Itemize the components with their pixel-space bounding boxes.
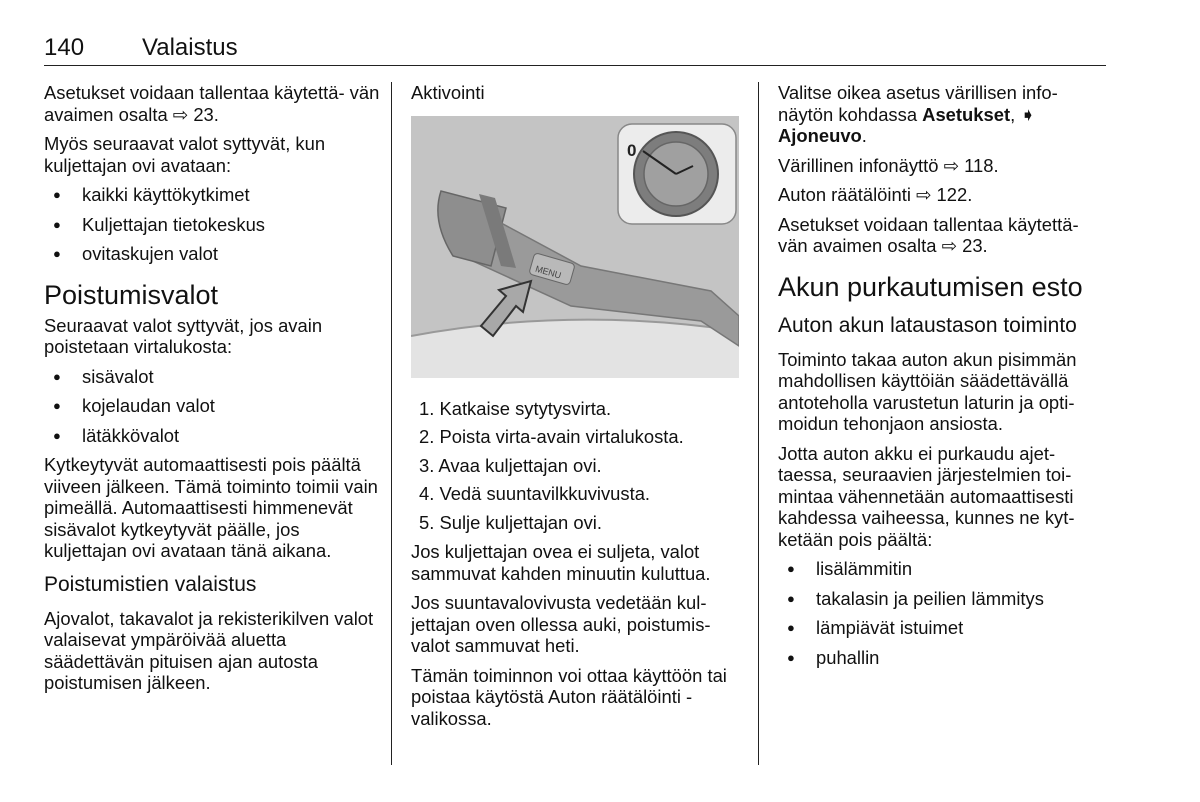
header-rule bbox=[44, 65, 1106, 66]
bullet-list bbox=[44, 184, 380, 265]
menu-button-label: MENU bbox=[534, 263, 563, 281]
list-item: ● lisälämmitin bbox=[778, 558, 1108, 580]
list-item: ● kaikki käyttökytkimet bbox=[44, 184, 380, 206]
page-number: 140 bbox=[44, 34, 85, 61]
paragraph: Asetukset voidaan tallentaa käytettä‐ vän avaimen osalta ⇨ 23. bbox=[778, 213, 1079, 256]
paragraph: Värillinen infonäyttö ⇨ 118. bbox=[778, 154, 999, 176]
column-3 bbox=[778, 82, 1108, 676]
subheading-activation: Aktivointi bbox=[411, 82, 485, 103]
paragraph: Jos kuljettajan ovea ei suljeta, valot sammuvat kahden minuutin kuluttua. bbox=[411, 541, 711, 584]
bullet-list bbox=[778, 558, 1108, 668]
list-item: ● takalasin ja peilien lämmitys bbox=[778, 588, 1108, 610]
column-divider-2 bbox=[758, 82, 759, 765]
text-run: , ➧ bbox=[1010, 103, 1036, 125]
paragraph: Ajovalot, takavalot ja rekisterikilven valot valaisevat ympäröivää aluetta säädettävän pituisen ajan autosta poistumisen jälkeen. bbox=[44, 607, 374, 693]
paragraph: Auton räätälöinti ⇨ 122. bbox=[778, 184, 973, 205]
list-item: ● lämpiävät istuimet bbox=[778, 617, 1108, 639]
paragraph: Jotta auton akku ei purkaudu ajet‐ taessa, seuraavien järjestelmien toi‐ mintaa vähennetään automaattisesti kahdessa vaiheessa, kunnes ne kyt‐ ketään pois päältä: bbox=[778, 442, 1075, 550]
paragraph: Asetukset voidaan tallentaa käytettä‐ vän avaimen osalta ⇨ 23. bbox=[44, 82, 380, 125]
step-list bbox=[411, 398, 741, 534]
menu-settings-label: Asetukset bbox=[922, 103, 1011, 125]
text-run: . bbox=[861, 125, 867, 146]
list-item: 1. Katkaise sytytysvirta. bbox=[419, 397, 612, 419]
list-item: ● ovitaskujen valot bbox=[44, 243, 380, 265]
bullet-list bbox=[44, 366, 380, 447]
column-divider-1 bbox=[391, 82, 392, 765]
heading-battery-protection: Akun purkautumisen esto bbox=[778, 271, 1083, 302]
paragraph: Jos suuntavalovivusta vedetään kul‐ jettajan oven ollessa auki, poistumis‐ valot sammuvat heti. bbox=[411, 592, 711, 656]
paragraph: Tämän toiminnon voi ottaa käyttöön tai poistaa käytöstä Auton räätälöinti -valikossa. bbox=[411, 664, 727, 729]
paragraph: Myös seuraavat valot syttyvät, kun kuljettajan ovi avataan: bbox=[44, 133, 326, 176]
paragraph: Seuraavat valot syttyvät, jos avain poistetaan virtalukosta: bbox=[44, 314, 323, 357]
list-item: 5. Sulje kuljettajan ovi. bbox=[419, 511, 602, 533]
paragraph bbox=[778, 82, 1108, 147]
stalk-drawing bbox=[411, 116, 739, 378]
list-item: 2. Poista virta-avain virtalukosta. bbox=[419, 426, 684, 447]
paragraph: Toiminto takaa auton akun pisimmän mahdollisen käyttöiän säädettävällä antoteholla varustetun laturin ja opti‐ moidun tehonjaon ansiosta. bbox=[778, 348, 1077, 434]
list-item: 4. Vedä suuntavilkkuvivusta. bbox=[419, 483, 651, 504]
column-1 bbox=[44, 82, 380, 702]
heading-exit-lights: Poistumisvalot bbox=[44, 279, 219, 310]
column-2 bbox=[411, 82, 741, 737]
list-item: ● Kuljettajan tietokeskus bbox=[44, 214, 380, 236]
menu-vehicle-label: Ajoneuvo bbox=[778, 125, 862, 146]
list-item: ● puhallin bbox=[778, 647, 1108, 669]
list-item: 3. Avaa kuljettajan ovi. bbox=[419, 454, 602, 476]
heading-battery-level-function: Auton akun lataustason toiminto bbox=[778, 313, 1077, 337]
dial-zero-label: 0 bbox=[627, 140, 637, 160]
stalk-illustration bbox=[411, 116, 739, 378]
section-title: Valaistus bbox=[142, 34, 238, 61]
paragraph: Kytkeytyvät automaattisesti pois päältä viiveen jälkeen. Tämä toiminto toimii vain pimeällä. Automaattisesti himmenevät sisävalot kytkeytyvät päälle, jos kuljettajan ovi avataan tänä aikana. bbox=[44, 454, 378, 561]
list-item: ● lätäkkövalot bbox=[44, 425, 380, 447]
list-item: ● kojelaudan valot bbox=[44, 395, 380, 417]
heading-exit-lighting: Poistumistien valaistus bbox=[44, 572, 257, 596]
list-item: ● sisävalot bbox=[44, 366, 380, 388]
page-header bbox=[44, 34, 1106, 64]
text-run: Valitse oikea asetus värillisen info‐ näytön kohdassa bbox=[778, 82, 1058, 125]
